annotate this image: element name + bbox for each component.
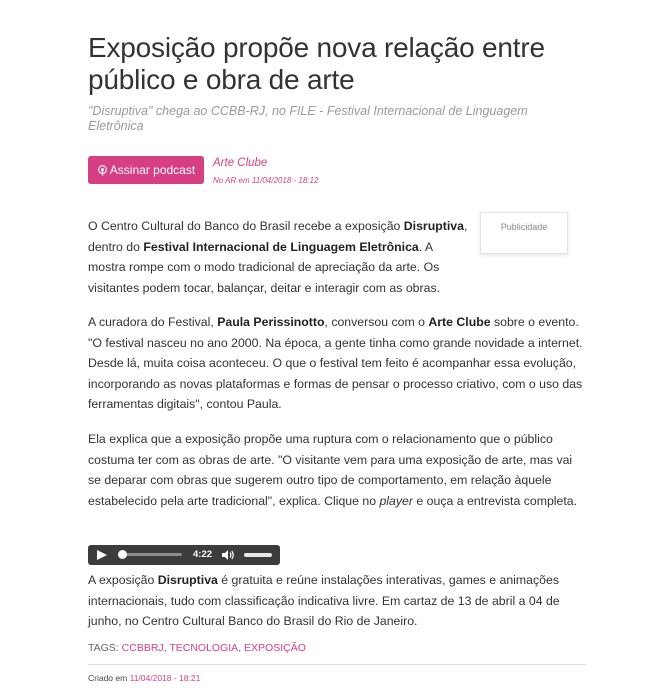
created-label: Criado em [88, 673, 128, 683]
article-subtitle: "Disruptiva" chega ao CCBB-RJ, no FILE - Festival Internacional de Linguagem Eletrônica [88, 104, 528, 133]
progress-bar[interactable] [120, 553, 182, 556]
paragraph-text: . A mostra rompe com o modo tradicional de apreciação da arte. Os visitantes podem tocar, balançar, deitar e interagir com as obras. [88, 239, 441, 295]
bold-text: Disruptiva [157, 573, 218, 587]
created-info [88, 673, 200, 683]
paragraph-2 [88, 312, 586, 415]
play-icon[interactable] [97, 550, 107, 560]
volume-slider[interactable] [244, 553, 272, 557]
paragraph-text: O Centro Cultural do Banco do Brasil recebe a exposição [88, 219, 404, 233]
program-link[interactable]: Arte Clube [213, 157, 268, 169]
article-title: Exposição propõe nova relação entre público e obra de arte [88, 32, 545, 95]
tag-separator: , [163, 642, 170, 654]
duration-time: 4:22 [193, 549, 213, 560]
tag-separator: , [238, 642, 245, 654]
paragraph-text: Ela explica que a exposição propõe uma ruptura com o relacionamento que o público costuma ter com as obras de arte. "O visitante vem para uma exposição de arte, mas vai se deparar com obras que sugerem outro tipo de comportamento, em relação àquele estabelecido pela arte tradicional", explica. Clique no [88, 432, 573, 508]
paragraph-text: A curadora do Festival, [88, 315, 218, 329]
tag-link[interactable]: EXPOSIÇÃO [244, 642, 306, 654]
tag-link[interactable]: CCBBRJ [121, 642, 164, 654]
progress-knob[interactable] [118, 550, 127, 559]
bold-text: Festival Internacional de Linguagem Eletrônica [143, 239, 419, 254]
tags-label: TAGS: [88, 642, 119, 654]
paragraph-3 [88, 429, 586, 511]
paragraph-1 [88, 216, 473, 298]
air-date: No AR em 11/04/2018 - 18:12 [213, 176, 319, 185]
podcast-icon [97, 165, 108, 176]
paragraph-4 [88, 570, 586, 632]
italic-text: player [379, 493, 413, 508]
subscribe-podcast-label: Assinar podcast [109, 163, 196, 177]
subscribe-podcast-button[interactable] [88, 156, 204, 184]
volume-icon[interactable] [221, 549, 235, 561]
paragraph-text: é gratuita e reúne instalações interativas, games e animações internacionais, tudo com classificação indicativa livre. Em cartaz de 13 de abril a 04 de junho, no Centro Cultural Banco do Brasil do Rio de Janeiro. [88, 573, 560, 628]
footer-divider [88, 664, 586, 665]
paragraph-text: sobre o evento. "O festival nasceu no ano 2000. Na época, a gente tinha como grande novidade a internet. Desde lá, muita coisa aconteceu. O que o festival tem feito é acompanhar essa evolução, incorporando as novas plataformas e formas de pensar o processo criativo, com o uso das ferramentas digitais", contou Paula. [88, 315, 583, 411]
tags-row [88, 642, 306, 654]
audio-player [88, 545, 280, 565]
bold-text: Arte Clube [428, 315, 491, 329]
ad-box [480, 212, 568, 254]
paragraph-text: A exposição [88, 573, 158, 587]
bold-text: Disruptiva [403, 219, 464, 233]
paragraph-text: , conversou com o [324, 315, 429, 329]
paragraph-text: e ouça a entrevista completa. [412, 493, 578, 508]
created-date: 11/04/2018 - 18:21 [129, 673, 201, 683]
paragraph-text: , dentro do [88, 219, 468, 254]
tag-link[interactable]: TECNOLOGIA [169, 642, 239, 654]
bold-text: Paula Perissinotto [217, 315, 325, 329]
ad-label: Publicidade [500, 222, 548, 232]
